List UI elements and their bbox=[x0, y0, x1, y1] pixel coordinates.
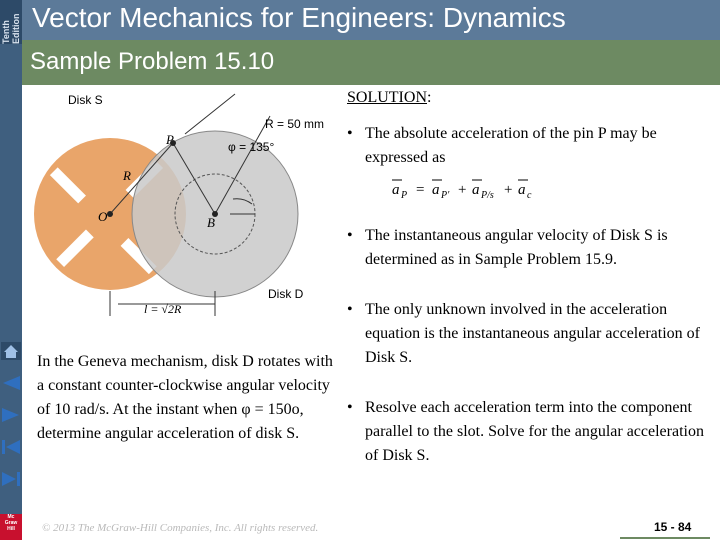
svg-text:a: a bbox=[432, 182, 440, 198]
header-title: Vector Mechanics for Engineers: Dynamics bbox=[32, 2, 566, 33]
acceleration-equation bbox=[390, 172, 590, 202]
length-l-label: l = √2R bbox=[144, 302, 182, 316]
problem-statement: In the Geneva mechanism, disk D rotates with a constant counter-clockwise angular velocity of 10 rad/s. At the instant when φ = 150o, determine angular acceleration of disk S. bbox=[37, 353, 333, 442]
svg-text:a: a bbox=[472, 182, 480, 198]
radius-label: R = 50 mm bbox=[265, 117, 325, 131]
subheader-bar bbox=[22, 40, 720, 85]
svg-text:P/s: P/s bbox=[481, 190, 494, 201]
first-icon[interactable] bbox=[0, 437, 22, 457]
header-bar bbox=[22, 0, 720, 40]
edition-badge bbox=[0, 0, 22, 44]
svg-text:c: c bbox=[527, 190, 532, 201]
svg-text:a: a bbox=[518, 182, 526, 198]
svg-text:+: + bbox=[504, 182, 513, 198]
previous-icon[interactable] bbox=[0, 373, 22, 393]
disk-d-label: Disk D bbox=[268, 287, 304, 301]
left-sidebar bbox=[0, 0, 22, 540]
last-icon[interactable] bbox=[0, 469, 22, 489]
page-number: 15 - 84 bbox=[654, 520, 692, 534]
point-p-label: P bbox=[166, 132, 174, 147]
edition-label: Tenth Edition bbox=[1, 13, 21, 44]
slide-title: Sample Problem 15.10 bbox=[30, 48, 275, 75]
copyright-notice: © 2013 The McGraw-Hill Companies, Inc. All rights reserved. bbox=[42, 522, 319, 534]
angle-label: φ = 135° bbox=[228, 140, 275, 154]
solution-heading: SOLUTION: bbox=[347, 89, 432, 106]
page-number-underline bbox=[620, 537, 710, 539]
disk-s-label: Disk S bbox=[68, 93, 103, 107]
mcgraw-hill-logo: Mc Graw Hill bbox=[0, 514, 22, 540]
point-o-label: O bbox=[98, 209, 108, 224]
home-icon[interactable] bbox=[0, 341, 22, 361]
svg-text:P: P bbox=[401, 190, 408, 201]
geneva-mechanism-figure bbox=[30, 86, 345, 320]
point-b-label: B bbox=[207, 215, 215, 230]
svg-text:+: + bbox=[458, 182, 467, 198]
svg-text:=: = bbox=[416, 182, 425, 198]
svg-text:P′: P′ bbox=[441, 190, 450, 201]
next-icon[interactable] bbox=[0, 405, 22, 425]
radius-r-label: R bbox=[123, 168, 131, 183]
svg-text:a: a bbox=[392, 182, 400, 198]
